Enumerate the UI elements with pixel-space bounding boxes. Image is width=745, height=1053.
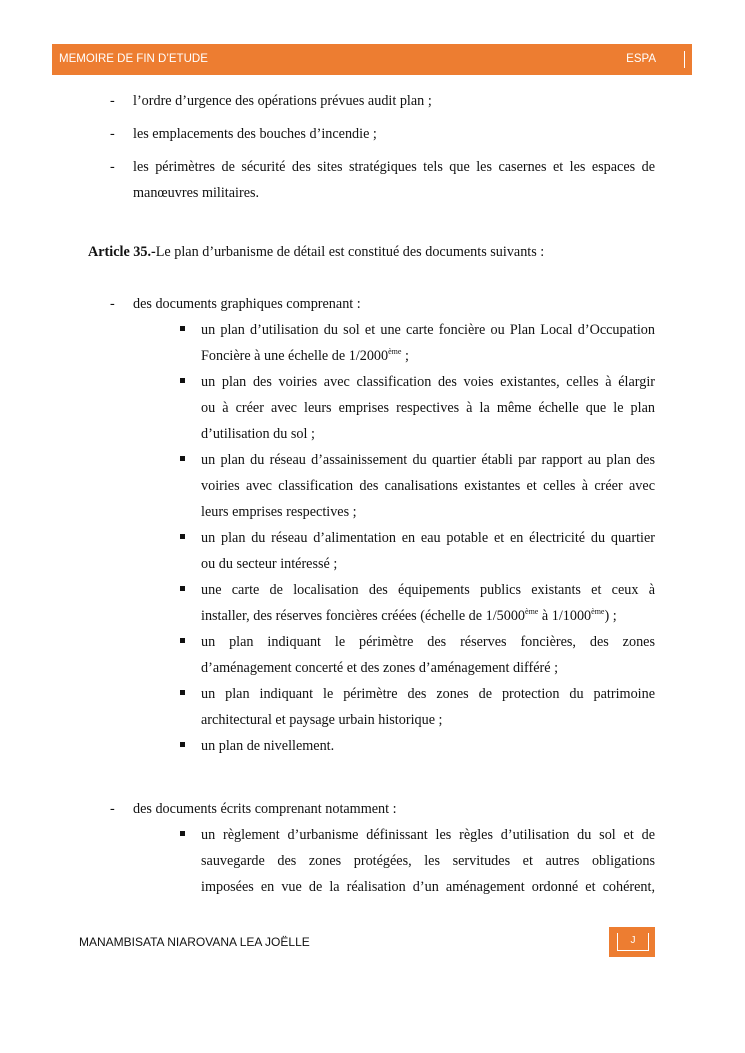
- list-item-continuation: manœuvres militaires.: [133, 185, 260, 201]
- dash-bullet: -: [110, 296, 115, 312]
- dash-bullet: -: [110, 93, 115, 109]
- square-bullet: [180, 742, 185, 747]
- square-bullet: [180, 378, 185, 383]
- list-item-continuation: voiries avec classification des canalisations existantes et celles à créer avec: [201, 478, 655, 494]
- list-item: un plan du réseau d’alimentation en eau potable et en électricité du quartier: [201, 530, 655, 546]
- page-number: J: [617, 933, 649, 951]
- square-bullet: [180, 831, 185, 836]
- list-item: un plan indiquant le périmètre des réserves foncières, des zones: [201, 634, 655, 650]
- page-number-box: [609, 927, 655, 957]
- list-item: un plan d’utilisation du sol et une carte foncière ou Plan Local d’Occupation: [201, 322, 655, 338]
- section-heading-written: des documents écrits comprenant notamment :: [133, 801, 397, 817]
- list-item-continuation: ou à créer avec leurs emprises respectives à la même échelle que le plan: [201, 400, 655, 416]
- square-bullet: [180, 534, 185, 539]
- list-item: un plan de nivellement.: [201, 738, 335, 754]
- list-item: les périmètres de sécurité des sites stratégiques tels que les casernes et les espaces de: [133, 159, 655, 175]
- list-item: un plan du réseau d’assainissement du quartier établi par rapport au plan des: [201, 452, 655, 468]
- square-bullet: [180, 326, 185, 331]
- list-item-continuation: leurs emprises respectives ;: [201, 504, 357, 520]
- header-separator: [684, 51, 685, 68]
- list-item-continuation: architectural et paysage urbain historique ;: [201, 712, 443, 728]
- article-label: Article 35.-: [88, 244, 156, 260]
- square-bullet: [180, 638, 185, 643]
- list-item-continuation: imposées en vue de la réalisation d’un aménagement ordonné et cohérent,: [201, 879, 655, 895]
- square-bullet: [180, 586, 185, 591]
- list-item: un règlement d’urbanisme définissant les règles d’utilisation du sol et de: [201, 827, 655, 843]
- dash-bullet: -: [110, 126, 115, 142]
- list-item-continuation: installer, des réserves foncières créées (échelle de 1/5000ème à 1/1000ème) ;: [201, 607, 617, 624]
- section-heading-graphic: des documents graphiques comprenant :: [133, 296, 361, 312]
- dash-bullet: -: [110, 801, 115, 817]
- square-bullet: [180, 456, 185, 461]
- list-item: une carte de localisation des équipements publics existants et ceux à: [201, 582, 655, 598]
- header-org: ESPA: [626, 53, 656, 65]
- list-item: un plan des voiries avec classification des voies existantes, celles à élargir: [201, 374, 655, 390]
- list-item-continuation: ou du secteur intéressé ;: [201, 556, 338, 572]
- list-item-continuation: d’utilisation du sol ;: [201, 426, 315, 442]
- square-bullet: [180, 690, 185, 695]
- page-header: [52, 44, 692, 75]
- list-item: un plan indiquant le périmètre des zones de protection du patrimoine: [201, 686, 655, 702]
- list-item: l’ordre d’urgence des opérations prévues audit plan ;: [133, 93, 432, 109]
- dash-bullet: -: [110, 159, 115, 175]
- list-item-continuation: d’aménagement concerté et des zones d’aménagement différé ;: [201, 660, 559, 676]
- footer-author: MANAMBISATA NIAROVANA LEA JOËLLE: [79, 935, 310, 949]
- header-title: MEMOIRE DE FIN D’ETUDE: [59, 53, 208, 65]
- article-text: Le plan d’urbanisme de détail est constitué des documents suivants :: [155, 244, 545, 260]
- list-item-continuation: Foncière à une échelle de 1/2000ème ;: [201, 347, 409, 364]
- list-item: les emplacements des bouches d’incendie ;: [133, 126, 377, 142]
- list-item-continuation: sauvegarde des zones protégées, les servitudes et autres obligations: [201, 853, 655, 869]
- article-paragraph: [88, 243, 544, 261]
